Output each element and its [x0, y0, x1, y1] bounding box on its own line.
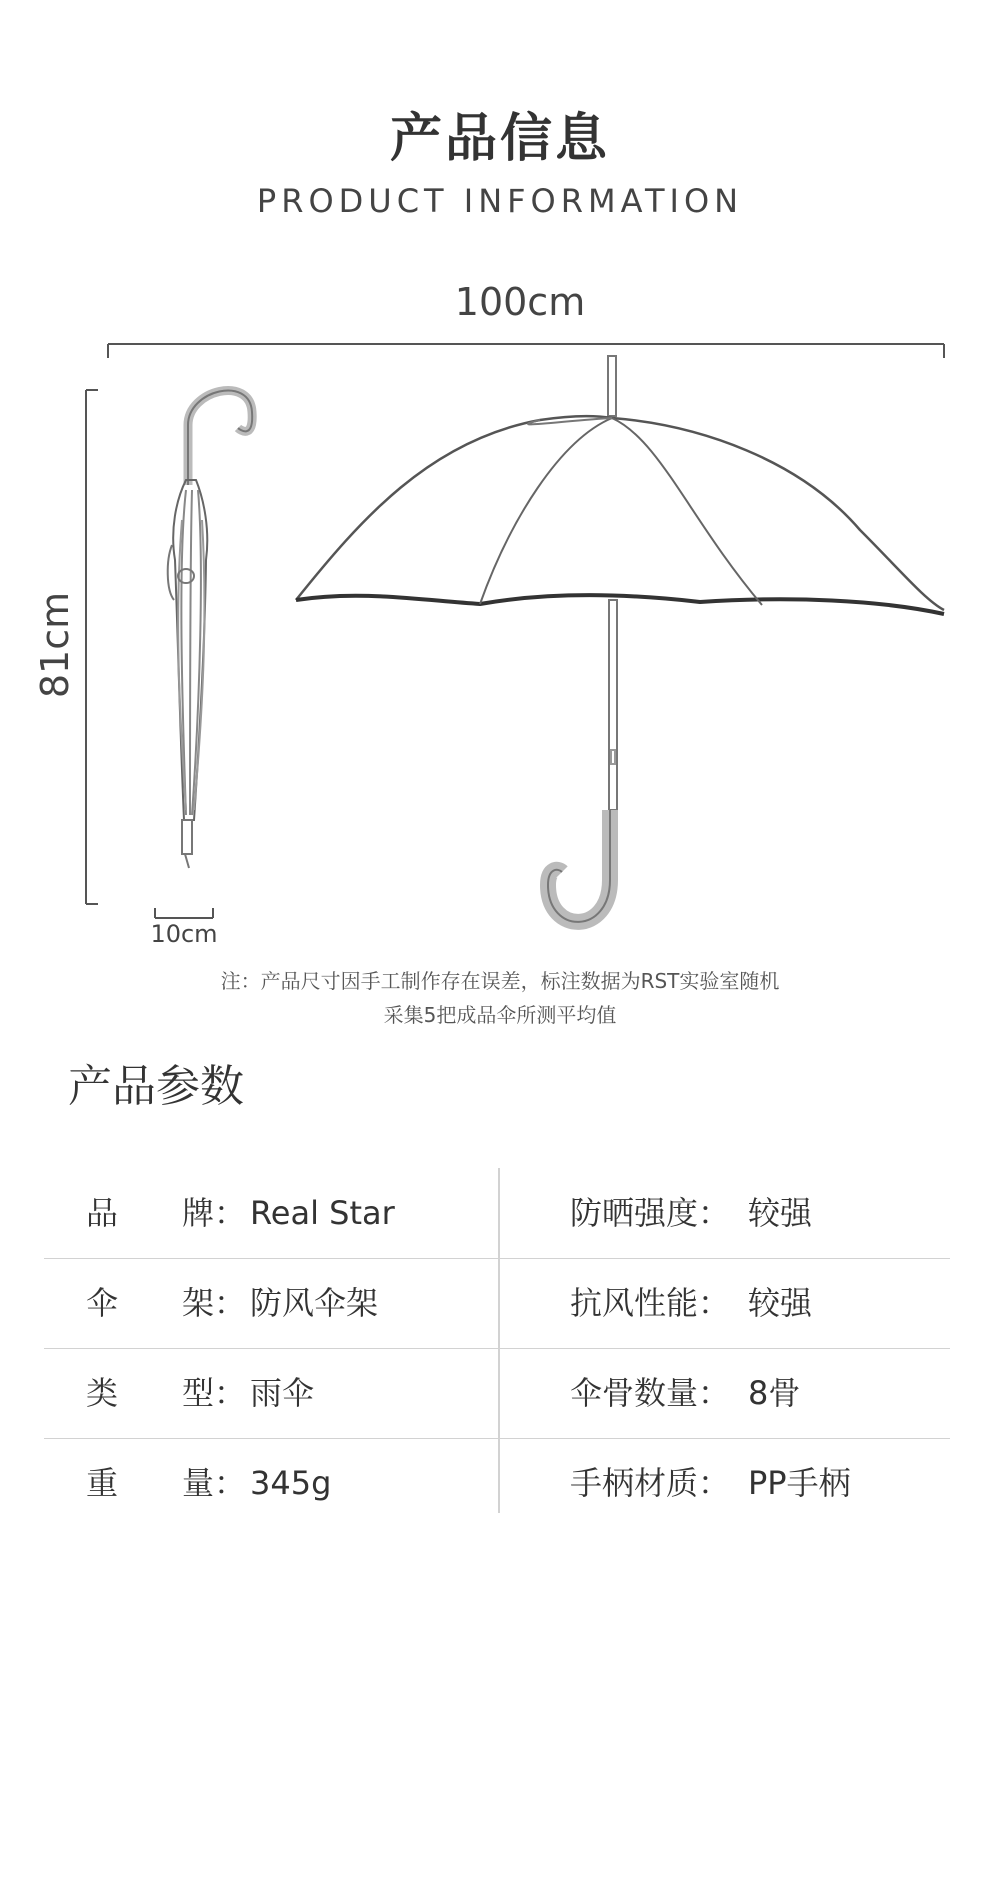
spec-value-weight: 345g	[250, 1464, 332, 1502]
open-umbrella-drawing	[296, 356, 944, 922]
spec-key: 抗风性能：	[570, 1284, 731, 1322]
spec-key-part1: 重	[86, 1464, 119, 1502]
spec-value-type: 雨伞	[250, 1374, 315, 1412]
note-line-2: 采集5把成品伞所测平均值	[383, 1003, 617, 1027]
spec-row	[44, 1258, 950, 1349]
spec-row	[44, 1438, 950, 1528]
spec-value-frame: 防风伞架	[250, 1284, 379, 1322]
width-dimension-line	[108, 344, 944, 358]
measurement-note	[0, 964, 1000, 1032]
height-dimension-line	[86, 390, 98, 904]
spec-table	[44, 1168, 950, 1513]
height-dimension-label: 81cm	[33, 591, 77, 699]
closed-diameter-label: 10cm	[150, 920, 218, 948]
spec-key-part1: 品	[86, 1194, 119, 1232]
spec-key: 防晒强度：	[570, 1194, 731, 1232]
closed-diameter-bracket	[155, 908, 213, 918]
spec-key: 伞骨数量：	[570, 1374, 731, 1412]
spec-key-part2: 牌：	[182, 1194, 247, 1232]
spec-key-part2: 架：	[182, 1284, 247, 1322]
page-subtitle: PRODUCT INFORMATION	[256, 182, 744, 220]
specs-title: 产品参数	[68, 1061, 244, 1112]
spec-row	[44, 1348, 950, 1439]
spec-key-part2: 型：	[182, 1374, 247, 1412]
spec-value-handle-material: PP手柄	[748, 1464, 851, 1502]
spec-key: 手柄材质：	[570, 1464, 731, 1502]
spec-value-brand: Real Star	[250, 1194, 395, 1232]
spec-value-wind-resistance: 较强	[748, 1284, 813, 1322]
page-title: 产品信息	[389, 109, 610, 169]
spec-key-part2: 量：	[182, 1464, 247, 1502]
width-dimension-label: 100cm	[454, 280, 586, 324]
note-line-1: 注：产品尺寸因手工制作存在误差，标注数据为RST实验室随机	[220, 969, 780, 993]
spec-row	[44, 1168, 950, 1259]
spec-value-sun-protection: 较强	[748, 1194, 813, 1232]
closed-umbrella-drawing	[168, 391, 252, 868]
spec-value-rib-count: 8骨	[748, 1374, 801, 1412]
spec-key-part1: 伞	[86, 1284, 119, 1322]
spec-key-part1: 类	[86, 1374, 119, 1412]
